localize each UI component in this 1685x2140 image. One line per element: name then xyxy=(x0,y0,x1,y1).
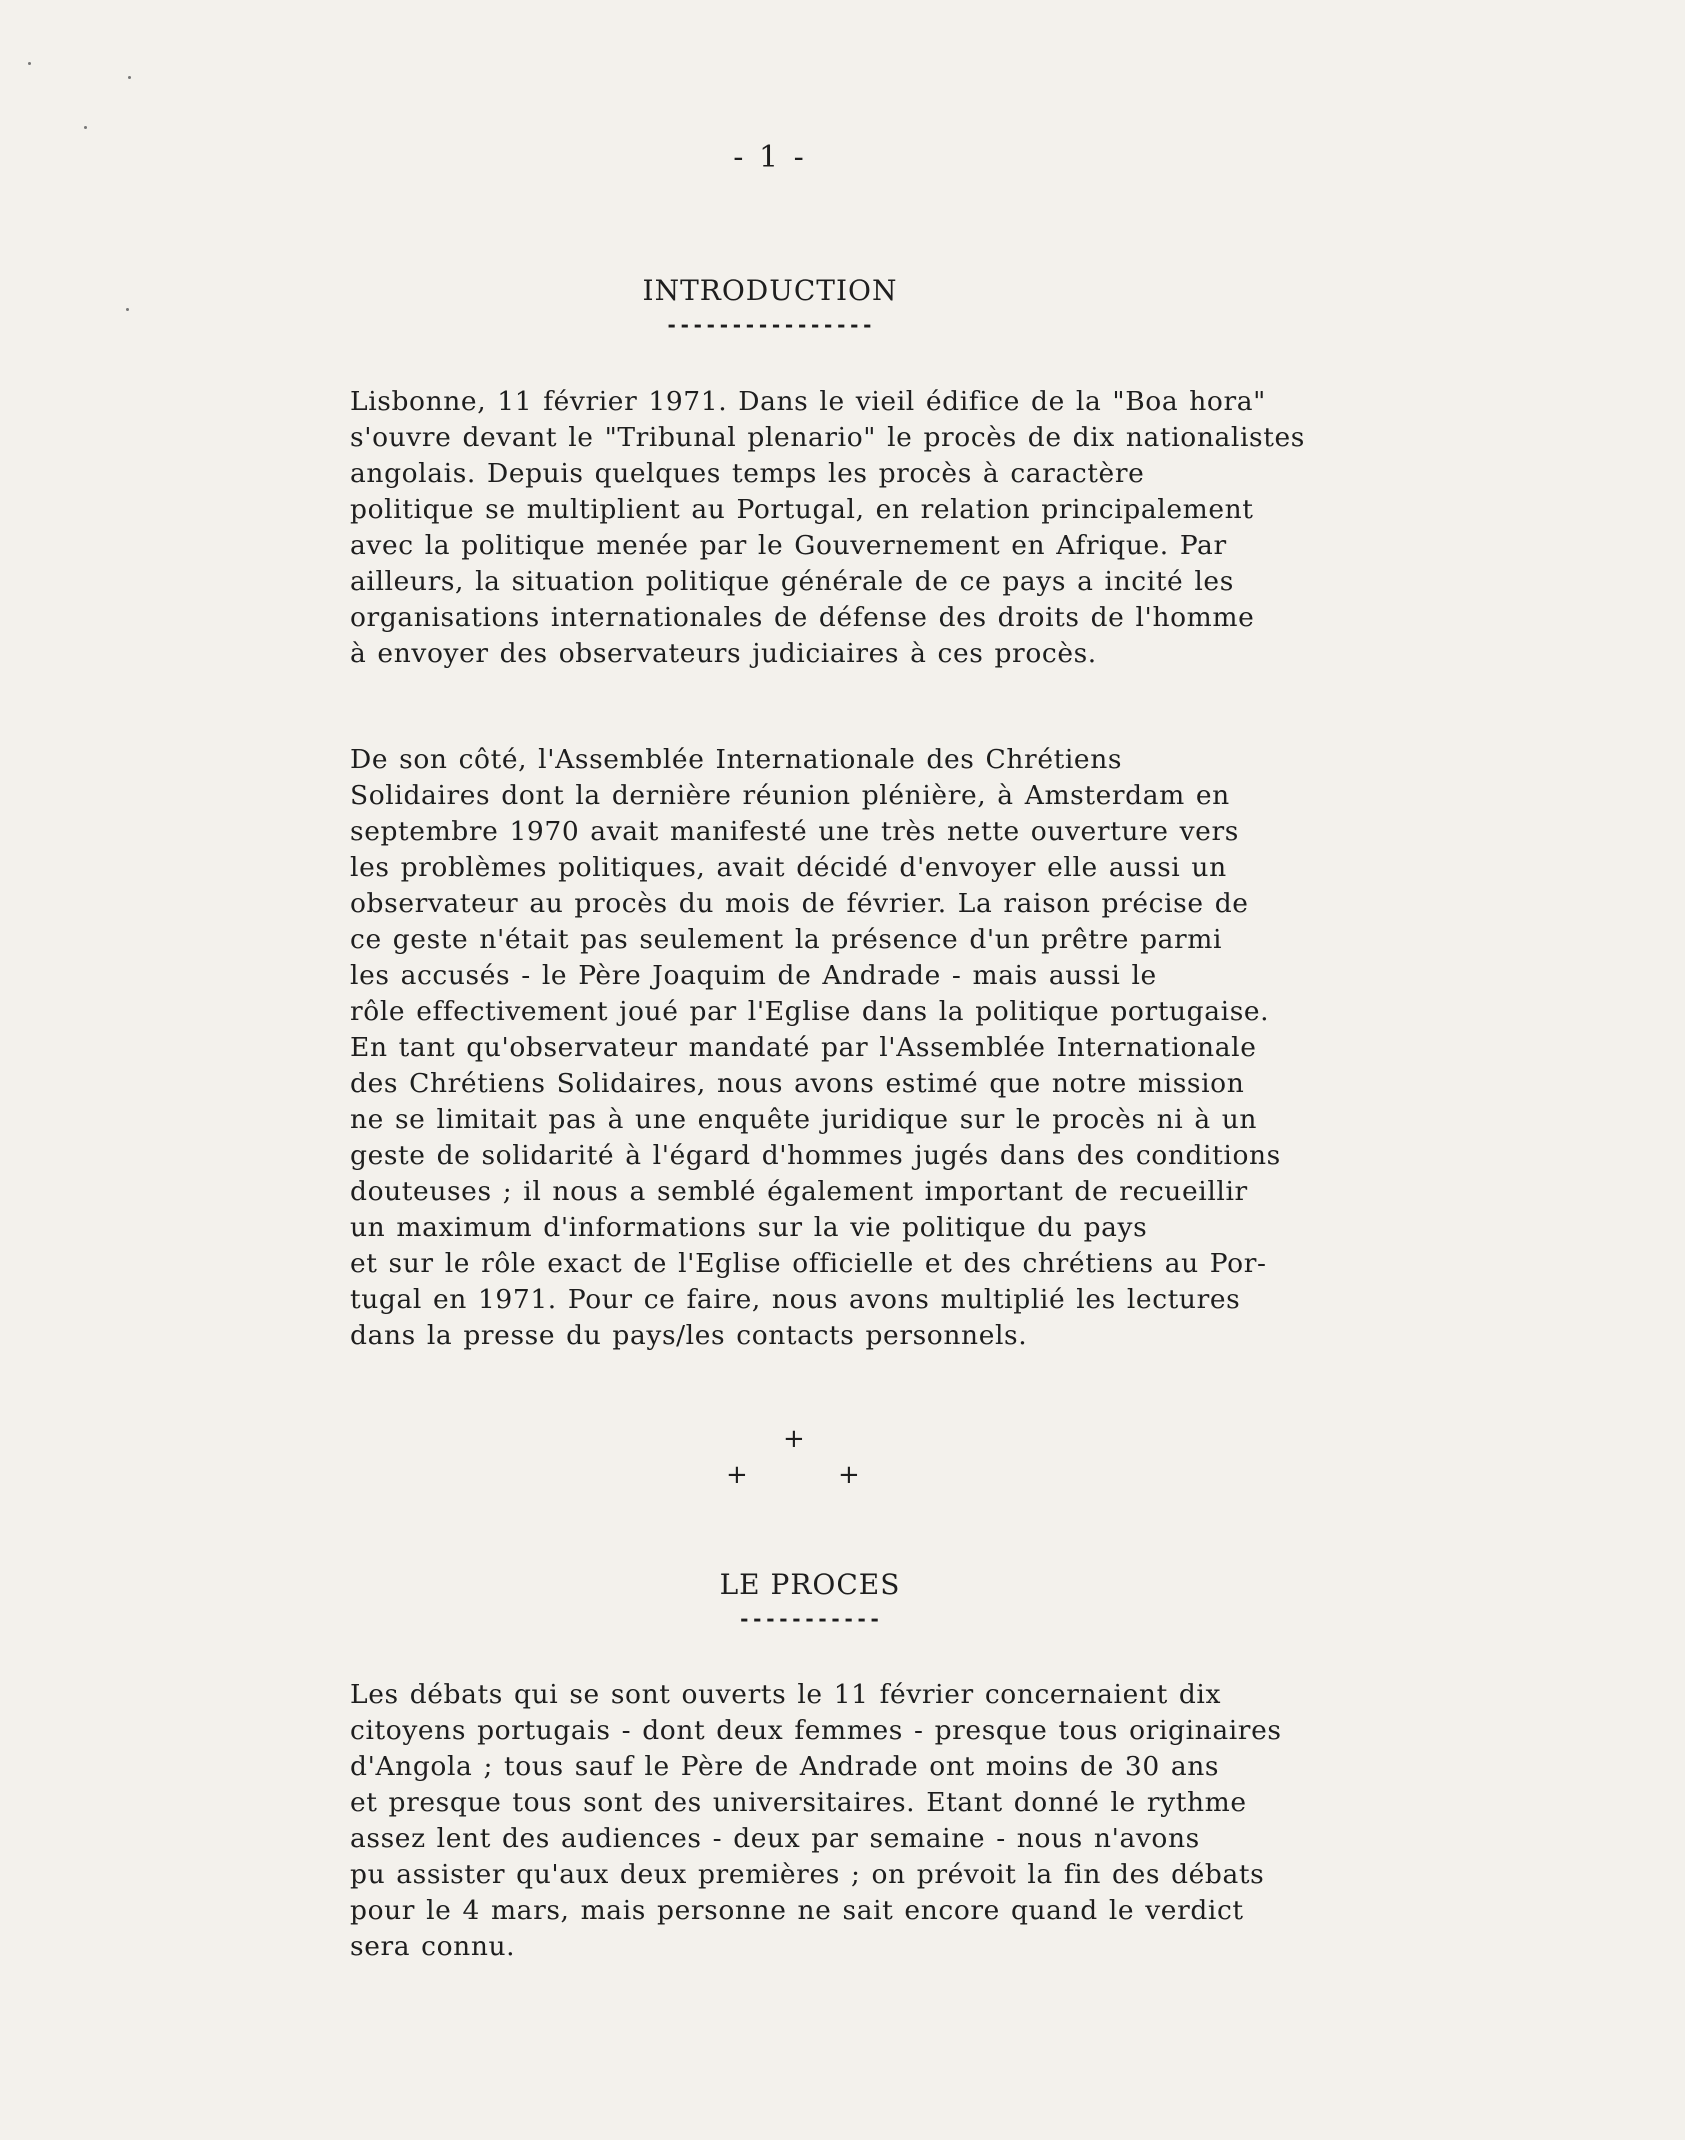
page-number: - 1 - xyxy=(733,140,807,175)
section-heading-introduction xyxy=(620,274,920,337)
text-line: des Chrétiens Solidaires, nous avons estimé que notre mission xyxy=(350,1068,1245,1099)
text-line: citoyens portugais - dont deux femmes - presque tous originaires xyxy=(350,1715,1282,1746)
text-line: dans la presse du pays/les contacts personnels. xyxy=(350,1320,1028,1351)
text-line: geste de solidarité à l'égard d'hommes jugés dans des conditions xyxy=(350,1140,1281,1171)
title-underline: ----------- xyxy=(738,1607,882,1631)
title-underline: ---------------- xyxy=(665,313,875,337)
text-line: observateur au procès du mois de février. La raison précise de xyxy=(350,888,1249,919)
text-line: Solidaires dont la dernière réunion plénière, à Amsterdam en xyxy=(350,780,1230,811)
scan-speck xyxy=(126,308,129,311)
text-line: assez lent des audiences - deux par semaine - nous n'avons xyxy=(350,1823,1200,1854)
text-line: En tant qu'observateur mandaté par l'Assemblée Internationale xyxy=(350,1032,1257,1063)
text-line: Lisbonne, 11 février 1971. Dans le vieil édifice de la "Boa hora" xyxy=(350,386,1266,417)
section-title: INTRODUCTION xyxy=(642,274,898,307)
scan-speck xyxy=(84,126,87,129)
text-line: avec la politique menée par le Gouvernement en Afrique. Par xyxy=(350,530,1227,561)
text-line: De son côté, l'Assemblée Internationale des Chrétiens xyxy=(350,744,1123,775)
text-line: septembre 1970 avait manifesté une très nette ouverture vers xyxy=(350,816,1239,847)
paragraph-introduction-1 xyxy=(350,384,1500,672)
separator-plus-left: + xyxy=(726,1460,748,1490)
section-title: LE PROCES xyxy=(719,1568,901,1601)
text-line: s'ouvre devant le "Tribunal plenario" le procès de dix nationalistes xyxy=(350,422,1305,453)
text-line: et presque tous sont des universitaires. Etant donné le rythme xyxy=(350,1787,1247,1818)
text-line: politique se multiplient au Portugal, en relation principalement xyxy=(350,494,1254,525)
paragraph-introduction-2 xyxy=(350,742,1500,1354)
text-line: ailleurs, la situation politique générale de ce pays a incité les xyxy=(350,566,1234,597)
section-heading-le-proces xyxy=(690,1568,930,1631)
text-line: ne se limitait pas à une enquête juridique sur le procès ni à un xyxy=(350,1104,1258,1135)
scan-speck xyxy=(28,62,31,65)
paragraph-le-proces xyxy=(350,1677,1500,1965)
text-line: ce geste n'était pas seulement la présence d'un prêtre parmi xyxy=(350,924,1223,955)
separator-plus-right: + xyxy=(838,1460,860,1490)
text-line: à envoyer des observateurs judiciaires à ces procès. xyxy=(350,638,1097,669)
text-line: les problèmes politiques, avait décidé d'envoyer elle aussi un xyxy=(350,852,1227,883)
text-line: angolais. Depuis quelques temps les procès à caractère xyxy=(350,458,1145,489)
text-line: pour le 4 mars, mais personne ne sait encore quand le verdict xyxy=(350,1895,1244,1926)
text-line: organisations internationales de défense des droits de l'homme xyxy=(350,602,1255,633)
text-line: Les débats qui se sont ouverts le 11 février concernaient dix xyxy=(350,1679,1222,1710)
text-line: douteuses ; il nous a semblé également important de recueillir xyxy=(350,1176,1248,1207)
scan-speck xyxy=(128,76,131,79)
text-line: pu assister qu'aux deux premières ; on prévoit la fin des débats xyxy=(350,1859,1265,1890)
separator-plus-top: + xyxy=(783,1424,805,1454)
text-line: sera connu. xyxy=(350,1931,516,1962)
text-line: rôle effectivement joué par l'Eglise dans la politique portugaise. xyxy=(350,996,1270,1027)
text-line: un maximum d'informations sur la vie politique du pays xyxy=(350,1212,1148,1243)
text-line: d'Angola ; tous sauf le Père de Andrade ont moins de 30 ans xyxy=(350,1751,1220,1782)
text-line: les accusés - le Père Joaquim de Andrade - mais aussi le xyxy=(350,960,1157,991)
text-line: tugal en 1971. Pour ce faire, nous avons multiplié les lectures xyxy=(350,1284,1241,1315)
text-line: et sur le rôle exact de l'Eglise officielle et des chrétiens au Por- xyxy=(350,1248,1267,1279)
